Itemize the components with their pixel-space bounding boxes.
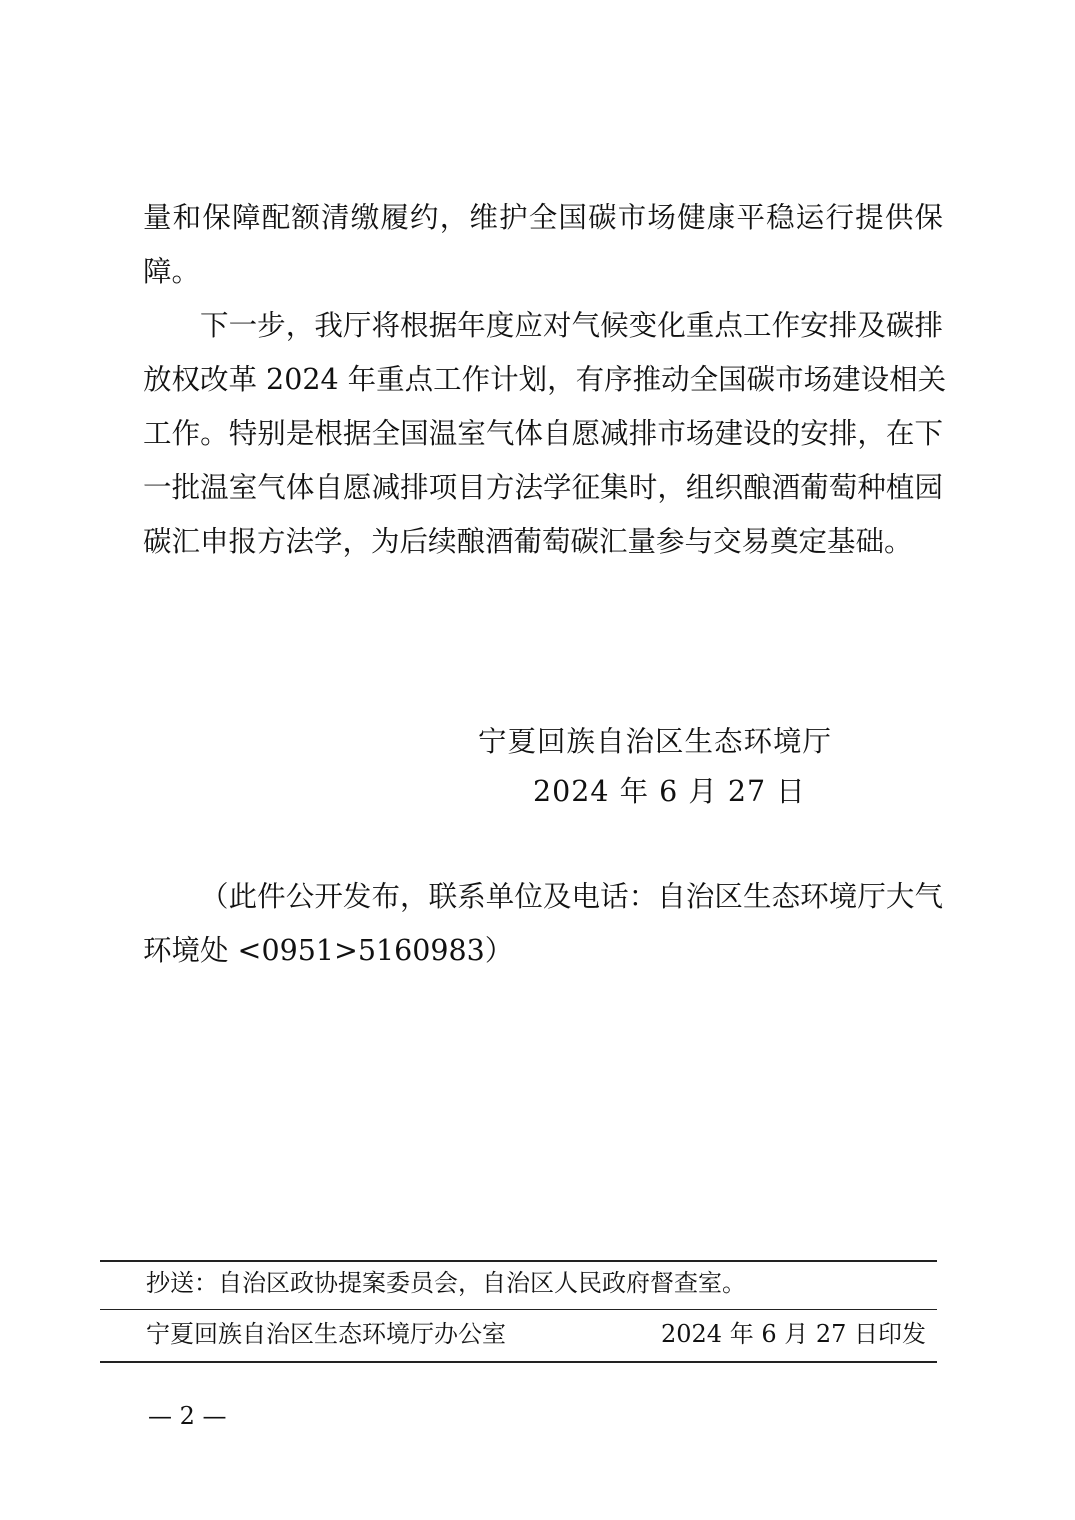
footer-rule-bottom — [100, 1361, 937, 1363]
signature-org: 宁夏回族自治区生态环境厅 — [478, 725, 833, 758]
disclosure-line: （此件公开发布，联系单位及电话：自治区生态环境厅大气 — [200, 880, 943, 913]
footer-rule-top — [100, 1260, 937, 1262]
issuer-name: 宁夏回族自治区生态环境厅办公室 — [146, 1320, 506, 1348]
signature-date: 2024 年 6 月 27 日 — [533, 775, 806, 808]
paragraph-line: 工作。特别是根据全国温室气体自愿减排市场建设的安排，在下 — [143, 417, 943, 450]
disclosure-note — [143, 870, 943, 978]
paragraph-line: 一批温室气体自愿减排项目方法学征集时，组织酿酒葡萄种植园 — [143, 471, 943, 504]
paragraph-line: 放权改革 2024 年重点工作计划，有序推动全国碳市场建设相关 — [143, 363, 947, 396]
issue-date: 2024 年 6 月 27 日印发 — [661, 1320, 927, 1348]
paragraph-continued — [143, 191, 943, 299]
paragraph-line: 量和保障配额清缴履约，维护全国碳市场健康平稳运行提供保 — [143, 201, 943, 234]
cc-line: 抄送：自治区政协提案委员会，自治区人民政府督查室。 — [146, 1269, 746, 1297]
paragraph-line: 下一步，我厅将根据年度应对气候变化重点工作安排及碳排 — [200, 309, 943, 342]
footer-rule-middle — [100, 1309, 937, 1310]
page-number: — 2 — — [148, 1402, 227, 1430]
paragraph-line: 障。 — [143, 255, 201, 288]
paragraph-next-step — [143, 299, 947, 569]
disclosure-line: 环境处 <0951>5160983） — [143, 934, 514, 967]
paragraph-line: 碳汇申报方法学，为后续酿酒葡萄碳汇量参与交易奠定基础。 — [143, 525, 913, 558]
